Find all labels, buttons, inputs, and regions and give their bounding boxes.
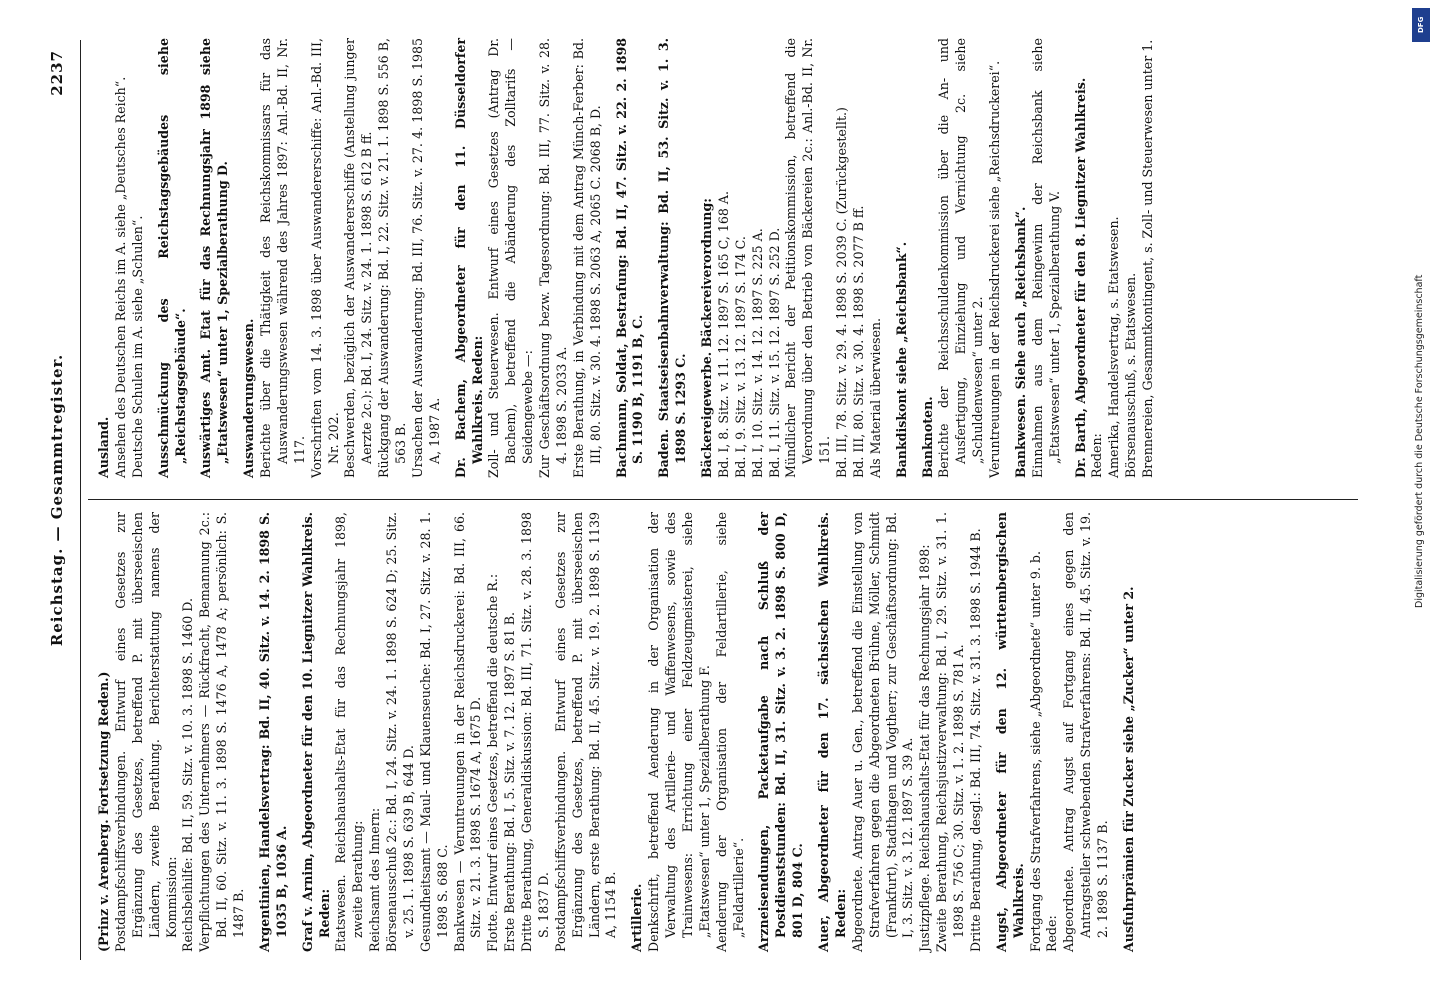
entry-headword-line: Auer, Abgeordneter für den 17. sächsischen Wahlkreis. Reden: — [816, 512, 848, 952]
entry-line: Rückgang der Auswanderung: Bd. I, 22. Sitz. v. 21. 1. 1898 S. 556 B, 563 B. — [376, 38, 408, 478]
entry-line: Reichsamt des Innern: — [367, 807, 383, 952]
register-entry — [920, 38, 1004, 478]
register-entry — [656, 38, 690, 478]
entry-headword-line: Baden. Staatseisenbahnverwaltung: Bd. II, 53. Sitz. v. 1. 3. 1898 S. 1293 C. — [656, 38, 689, 478]
register-entry — [894, 38, 911, 478]
dfg-funding-note: Digitalisierung gefördert durch die Deutsche Forschungsgemeinschaft — [1414, 274, 1425, 608]
entry-line: Dritte Berathung, Generaldiskussion: Bd. III, 71. Sitz. v. 28. 3. 1898 S. 1837 D. — [519, 512, 551, 952]
entry-headword-line: Graf v. Arnim, Abgeordneter für den 10. Liegnitzer Wahlkreis. Reden: — [299, 512, 332, 952]
entry-line: Berichte über die Thätigkeit des Reichskommissars für das Auswanderungswesen während des Jahres 1897: Anl.-Bd. II, Nr. 117. — [258, 38, 307, 478]
register-entry — [816, 512, 985, 952]
entry-line: Amerika, Handelsvertrag, s. Etatswesen. — [1106, 216, 1122, 478]
entry-line: Deutsche Schulen im A. siehe „Schulen“. — [129, 215, 145, 478]
register-entry — [1013, 38, 1064, 478]
entry-line: Rede: — [1044, 915, 1060, 952]
dfg-logo: DFG — [1412, 8, 1430, 42]
entry-line: Ansehen des Deutschen Reichs im A. siehe „Deutsches Reich“. — [112, 76, 128, 478]
entry-line: Veruntreuungen in der Reichsdruckerei siehe „Reichsdruckerei“. — [987, 60, 1002, 478]
entry-headword-line: Ausschmückung des Reichstagsgebäudes siehe „Reichstagsgebäude“. — [155, 38, 188, 478]
register-entry — [699, 38, 885, 478]
register-entry — [198, 38, 232, 478]
entry-line: Flotte. Entwurf eines Gesetzes, betreffend die deutsche R.: — [485, 573, 501, 952]
entry-line: Bd. I, 11. Sitz. v. 15. 12. 1897 S. 252 D. — [766, 227, 782, 478]
register-entry — [96, 512, 248, 952]
register-entry — [1073, 38, 1157, 478]
entry-line: Börsenausschuß, s. Etatswesen. — [1123, 272, 1139, 478]
entry-line: Etatswesen. Reichshaushalts-Etat für das Rechnungsjahr 1898, zweite Berathung: — [333, 512, 366, 952]
register-entry — [241, 38, 444, 478]
dfg-strip — [1410, 8, 1432, 998]
register-entry — [156, 38, 190, 478]
entry-line: Reichsbeihilfe: Bd. II, 59. Sitz. v. 10. 3. 1898 S. 1460 D. — [180, 598, 196, 952]
entry-line: Fortgang des Strafverfahrens, siehe „Abgeordnete“ unter 9. b. — [1027, 551, 1043, 952]
entry-headword-line: Argentinien, Handelsvertrag: Bd. II, 40. Sitz. v. 14. 2. 1898 S. 1035 B, 1036 A. — [256, 512, 289, 952]
entry-headword-line: Bankwesen. Siehe auch „Reichsbank“. — [1012, 206, 1028, 478]
entry-line: Postdampfschiffsverbindungen. Entwurf eines Gesetzes zur Ergänzung des Gesetzes, betreffend P. mit überseeischen Ländern, erste Berathung: Bd. II, 45. Sitz. v. 19. 2. 1898 S. 1139 A, 1154 B. — [552, 512, 619, 952]
entry-line: Bd. I, 8. Sitz. v. 11. 12. 1897 S. 165 C, 168 A. — [715, 191, 731, 478]
entry-line: Erste Berathung: Bd. I, 5. Sitz. v. 7. 12. 1897 S. 81 B. — [502, 611, 518, 952]
register-entry — [453, 38, 605, 478]
entry-headword-line: Bankdiskont siehe „Reichsbank“. — [893, 241, 909, 478]
entry-line: Bd. III, 78. Sitz. v. 29. 4. 1898 S. 2039 C. (Zurückgestellt.) — [834, 107, 849, 478]
entry-line: Ursachen der Auswanderung: Bd. III, 76. Sitz. v. 27. 4. 1898 S. 1985 A, 1987 A. — [409, 38, 442, 478]
entry-headword-line: Augst, Abgeordneter für den 12. württembergischen Wahlkreis. — [993, 512, 1026, 952]
entry-line: Einnahmen aus dem Reingewinn der Reichsbank siehe „Etatswesen“ unter 1, Spezialberathung V. — [1029, 38, 1062, 478]
register-entry — [96, 38, 147, 478]
entry-line: Abgeordnete. Antrag Augst auf Fortgang eines gegen den Antragsteller schwebenden Strafverfahrens: Bd. II, 45. Sitz. v. 19. 2. 1898 S. 1137 B. — [1061, 512, 1110, 952]
entry-line: Mündlicher Bericht der Petitionskommission, betreffend die Verordnung über den Betrieb von Bäckereien 2c.: Anl.-Bd. II, Nr. 151. — [783, 38, 833, 478]
header-rule — [80, 40, 81, 960]
entry-line: Zur Geschäftsordnung bezw. Tagesordnung: Bd. III, 77. Sitz. v. 28. 4. 1898 S. 2033 A. — [537, 38, 569, 478]
register-entry — [629, 512, 747, 952]
register-entry — [756, 512, 807, 952]
entry-headword-line: Arzneisendungen, Packetaufgabe nach Schluß der Postdienststunden: Bd. II, 31. Sitz. v. 3. 2. 1898 S. 800 D, 801 D, 804 C. — [756, 512, 806, 952]
entry-headword-line: Auswärtiges Amt. Etat für das Rechnungsjahr 1898 siehe „Etatswesen“ unter 1, Spezialberathung D. — [198, 38, 231, 478]
register-entry — [994, 512, 1112, 952]
register-entry — [257, 512, 291, 952]
entry-headword-line: Banknoten. — [919, 396, 935, 478]
entry-line: Verpflichtungen des Unternehmers — Rückfracht, Bemannung 2c.: Bd. II, 60. Sitz. v. 11. 3. 1898 S. 1476 A, 1478 A; persönlich: S. 1487 B. — [197, 512, 246, 952]
entry-line: Bd. III, 80. Sitz. v. 30. 4. 1898 S. 2077 B ff. — [850, 205, 866, 478]
entry-headword-line: Dr. Bachem, Abgeordneter für den 11. Düsseldorfer Wahlkreis. Reden: — [452, 38, 485, 478]
entry-line: Justizpflege. Reichshaushalts-Etat für das Rechnungsjahr 1898: — [917, 544, 933, 952]
entry-headword-line: (Prinz v. Arenberg. Fortsetzung Reden.) — [96, 671, 111, 952]
right-column — [96, 38, 1166, 478]
entry-headword-line: Artillerie. — [629, 883, 645, 952]
entry-line: Vorschriften vom 14. 3. 1898 über Auswandererschiffe: Anl.-Bd. III, Nr. 202. — [308, 38, 341, 478]
entry-headword-line: Bäckereigewerbe. Bäckereiverordnung: — [699, 198, 714, 478]
entry-headword-line: Bachmann, Soldat, Bestrafung: Bd. II, 47. Sitz. v. 22. 2. 1898 S. 1190 B, 1191 B, C. — [613, 38, 646, 478]
left-column — [96, 512, 1147, 952]
entry-line: Zoll- und Steuerwesen. Entwurf eines Gesetzes (Antrag Dr. Bachem), betreffend die Abänderung des Zolltarifs — Seidengewebe —: — [486, 38, 536, 478]
entry-headword-line: Ausfuhrprämien für Zucker siehe „Zucker“ unter 2. — [1120, 586, 1136, 952]
entry-line: Postdampfschiffsverbindungen. Entwurf eines Gesetzes zur Ergänzung des Gesetzes, betreffend P. mit überseeischen Ländern, zweite Berathung. Berichterstattung namens der Kommission: — [112, 512, 179, 952]
entry-line: Reden: — [1089, 433, 1105, 478]
entry-line: Abgeordnete. Antrag Auer u. Gen., betreffend die Einstellung von Strafverfahren gegen die Abgeordneten Brühne, Möller, Schmidt (Frankfurt), Stadthagen und Vogtherr; zur Geschäftsordnung: Bd. I, 3. Sitz. v. 3. 12. 1897 S. 39 A. — [849, 512, 916, 952]
register-entry — [614, 38, 648, 478]
entry-line: Dritte Berathung, desgl.: Bd. III, 74. Sitz. v. 31. 3. 1898 S. 1944 B. — [967, 528, 983, 952]
entry-line: Zweite Berathung, Reichsjustizverwaltung: Bd. I, 29. Sitz. v. 31. 1. 1898 S. 756 C; 30. Sitz. v. 1. 2. 1898 S. 781 A. — [934, 512, 966, 952]
entry-line: Bd. I, 10. Sitz. v. 14. 12. 1897 S. 225 A. — [749, 228, 765, 478]
column-divider — [88, 499, 1358, 500]
entry-line: Gesundheitsamt — Maul- und Klauenseuche: Bd. I, 27. Sitz. v. 28. 1. 1898 S. 688 C. — [417, 512, 450, 952]
entry-line: Börsenausschuß 2c.: Bd. I, 24. Sitz. v. 24. 1. 1898 S. 624 D; 25. Sitz. v. 25. 1. 1898 S. 639 B, 644 D. — [384, 512, 416, 952]
entry-line: Erste Berathung, in Verbindung mit dem Antrag Münch-Ferber: Bd. III, 80. Sitz. v. 30. 4. 1898 S. 2063 A, 2065 C. 2068 B, D. — [570, 38, 603, 478]
register-entry — [300, 512, 621, 952]
entry-line: Als Material überwiesen. — [867, 317, 883, 478]
page-header — [48, 40, 78, 960]
entry-headword-line: Ausland. — [96, 416, 111, 478]
entry-line: Beschwerden, bezüglich der Auswandererschiffe (Anstellung junger Aerzte 2c.): Bd. I, 24. Sitz. v. 24. 1. 1898 S. 612 B ff. — [342, 38, 375, 478]
page-number: 2237 — [48, 50, 66, 96]
entry-headword-line: Dr. Barth, Abgeordneter für den 8. Liegnitzer Wahlkreis. — [1072, 77, 1088, 478]
entry-line: Brennereien, Gesammtkontingent, s. Zoll- und Steuerwesen unter 1. — [1140, 39, 1155, 478]
entry-line: Bd. I, 9. Sitz. v. 13. 12. 1897 S. 174 C. — [732, 236, 748, 478]
entry-line: Berichte der Reichsschuldenkommission über die An- und Ausfertigung, Einziehung und Vernichtung 2c. siehe „Schuldenwesen“ unter 2. — [936, 38, 986, 478]
running-title: Reichstag. — Gesammtregister. — [48, 353, 66, 647]
entry-line: Denkschrift, betreffend Aenderung in der Organisation der Verwaltung des Artillerie- und Waffenwesens, sowie des Trainwesens: Errichtung einer Feldzeugmeisterei, siehe „Etatswesen“ unter 1, Spezialberathung F. — [646, 512, 712, 952]
entry-headword-line: Auswanderungswesen. — [241, 318, 257, 478]
entry-line: Bankwesen — Veruntreuungen in der Reichsdruckerei: Bd. III, 66. Sitz. v. 21. 3. 1898 S. 1674 A, 1675 D. — [451, 512, 484, 952]
register-entry — [1121, 512, 1138, 952]
entry-line: Aenderung der Organisation der Feldartillerie, siehe „Feldartillerie“. — [713, 512, 746, 952]
